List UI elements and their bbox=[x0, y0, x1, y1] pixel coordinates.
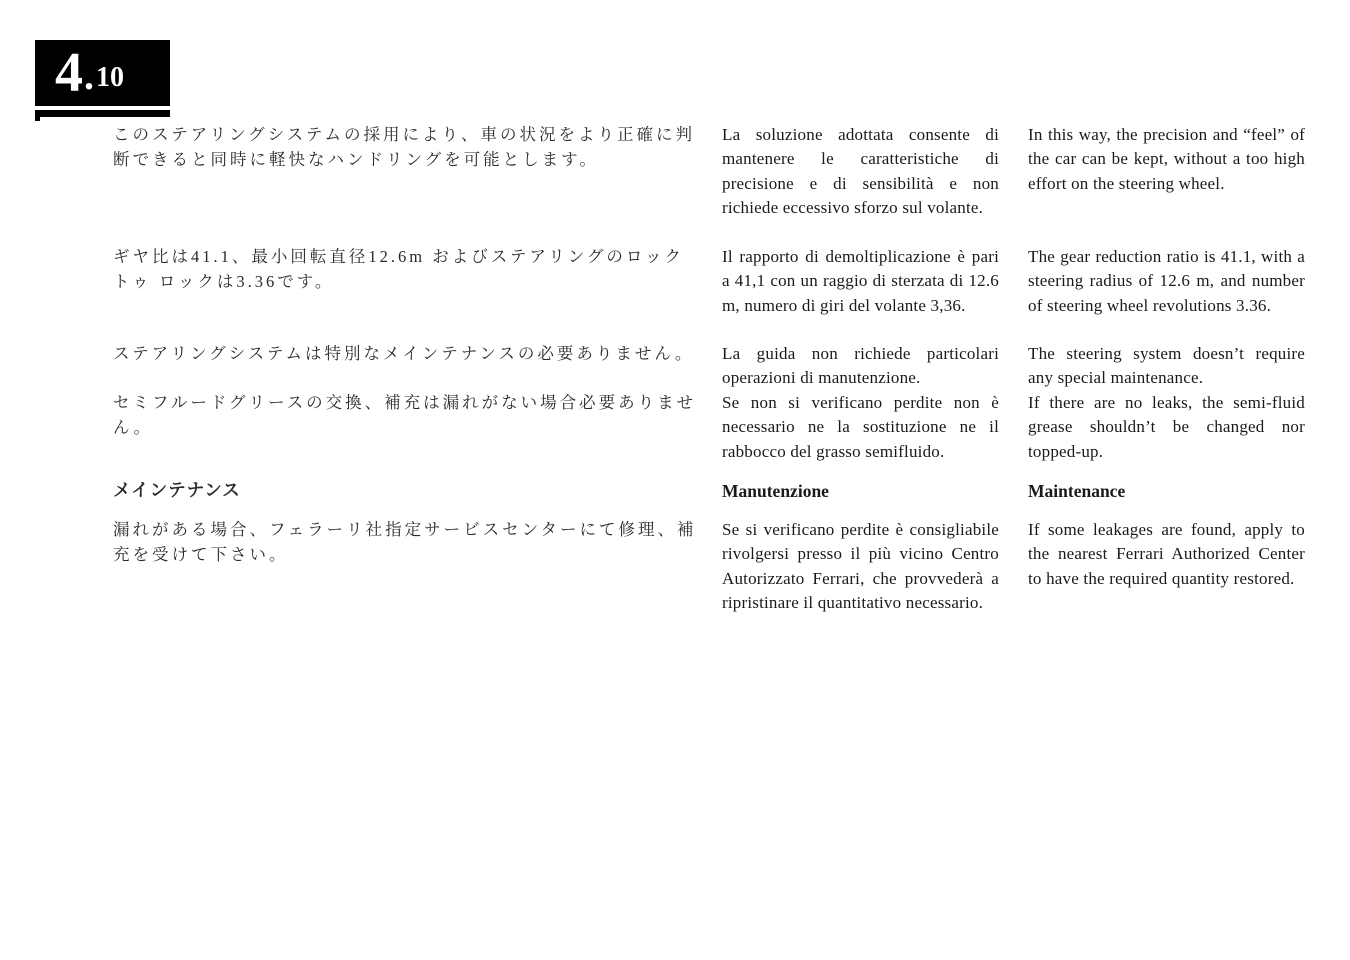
en-heading-maintenance: Maintenance bbox=[1028, 481, 1126, 501]
jp-paragraph-grease: セミフルードグリースの交換、補充は漏れがない場合必要ありません。 bbox=[113, 393, 697, 437]
en-paragraph-grease: If there are no leaks, the semi-fluid grease shouldn’t be changed nor topped-up. bbox=[1028, 393, 1305, 461]
jp-paragraph-gear-ratio: ギヤ比は41.1、最小回転直径12.6m およびステアリングのロック トゥ ロックは3.36です。 bbox=[113, 247, 685, 291]
it-paragraph-leakages: Se si verificano perdite è consigliabile rivolgersi presso il più vicino Centro Autorizzato Ferrari, che provvederà a ripristinare il quantitativo necessario. bbox=[722, 520, 999, 612]
jp-heading-maintenance: メインテナンス bbox=[113, 480, 241, 500]
section-number-badge bbox=[35, 40, 170, 106]
header-rule-tick bbox=[35, 117, 40, 121]
it-paragraph-steering-system: La soluzione adottata consente di mantenere le caratteristiche di precisione e di sensibilità e non richiede eccessivo sforzo sul volante. bbox=[722, 125, 999, 217]
jp-paragraph-leakages: 漏れがある場合、フェラーリ社指定サービスセンターにて修理、補充を受けて下さい。 bbox=[113, 520, 697, 564]
en-paragraph-gear-ratio: The gear reduction ratio is 41.1, with a steering radius of 12.6 m, and number of steering wheel revolutions 3.36. bbox=[1028, 247, 1305, 315]
chapter-number: 4 bbox=[55, 42, 82, 104]
jp-paragraph-steering-system: このステアリングシステムの採用により、車の状況をより正確に判断できると同時に軽快なハンドリングを可能とします。 bbox=[113, 125, 696, 169]
en-paragraph-leakages: If some leakages are found, apply to the nearest Ferrari Authorized Center to have the required quantity restored. bbox=[1028, 520, 1305, 588]
it-paragraph-grease: Se non si verificano perdite non è necessario ne la sostituzione ne il rabbocco del grasso semifluido. bbox=[722, 393, 999, 461]
it-heading-maintenance: Manutenzione bbox=[722, 481, 829, 501]
it-paragraph-gear-ratio: Il rapporto di demoltiplicazione è pari a 41,1 con un raggio di sterzata di 12.6 m, numero di giri del volante 3,36. bbox=[722, 247, 999, 315]
header-rule bbox=[35, 110, 170, 117]
section-number: 10 bbox=[96, 62, 124, 93]
en-paragraph-no-maintenance: The steering system doesn’t require any special maintenance. bbox=[1028, 344, 1305, 388]
jp-paragraph-no-maintenance: ステアリングシステムは特別なメインテナンスの必要ありません。 bbox=[113, 344, 695, 363]
en-paragraph-steering-system: In this way, the precision and “feel” of the car can be kept, without a too high effort on the steering wheel. bbox=[1028, 125, 1305, 193]
it-paragraph-no-maintenance: La guida non richiede particolari operazioni di manutenzione. bbox=[722, 344, 999, 388]
section-separator: . bbox=[84, 53, 94, 98]
